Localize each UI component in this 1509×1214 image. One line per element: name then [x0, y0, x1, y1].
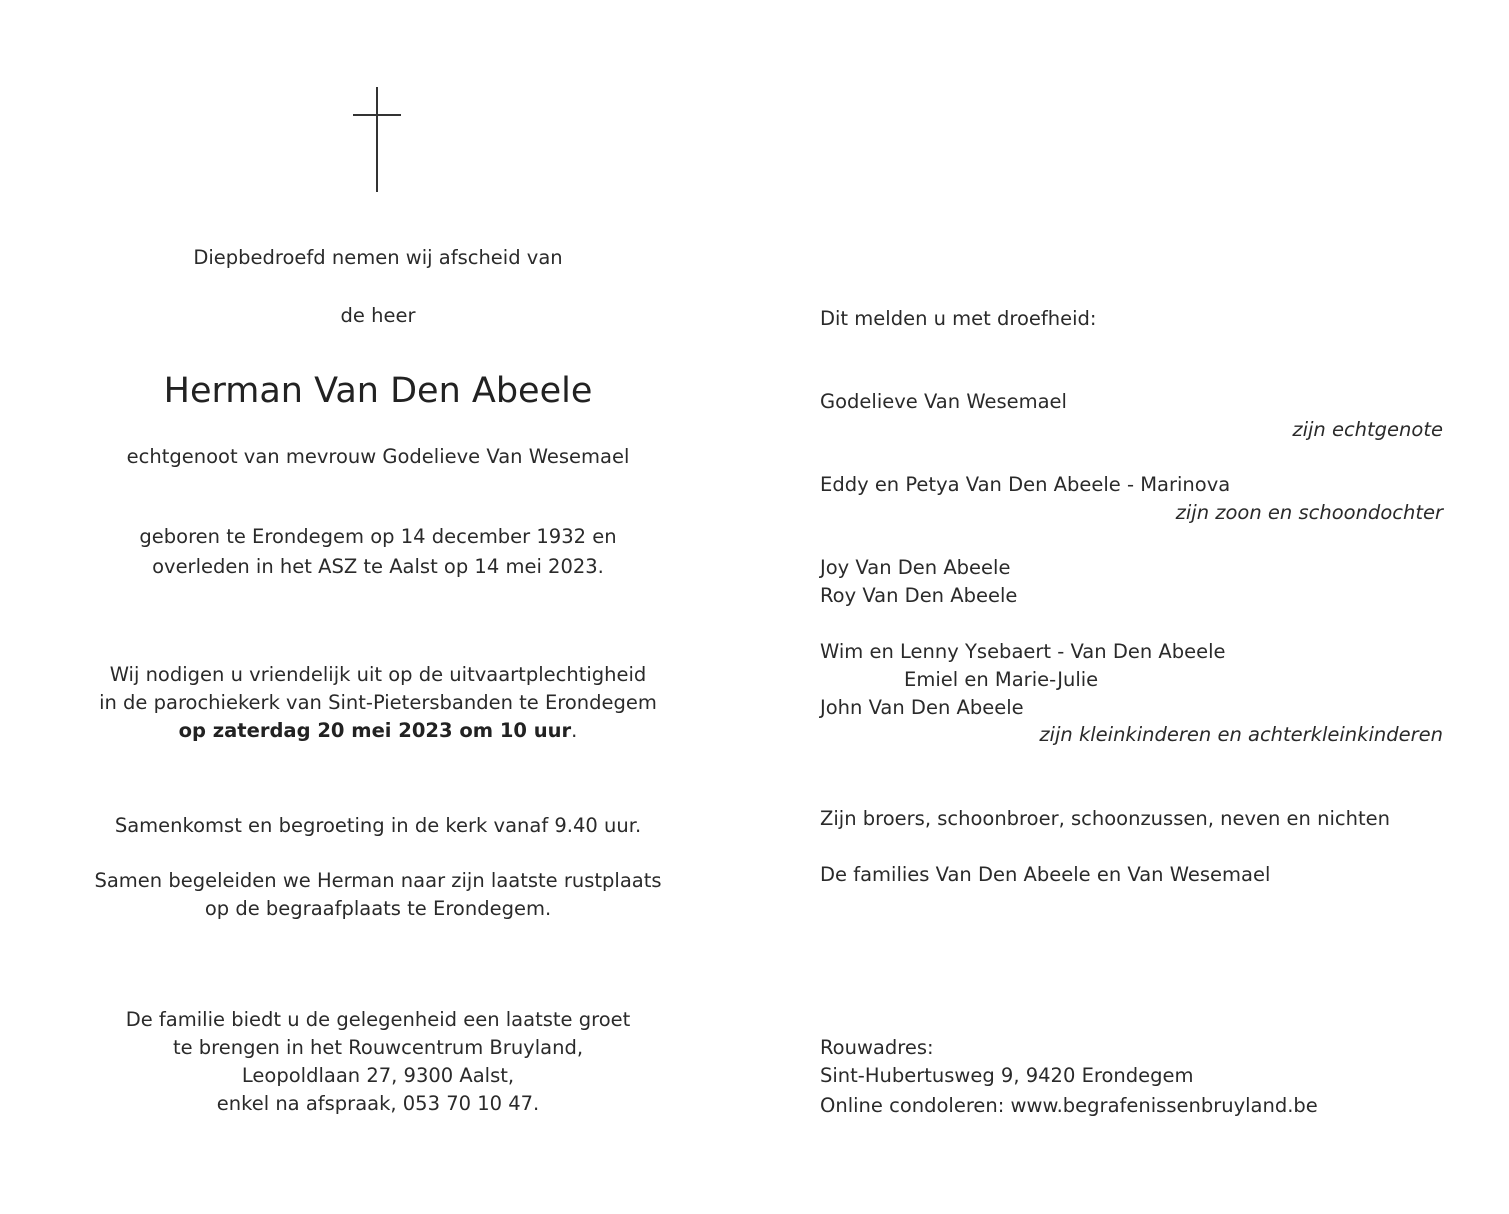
family-siblings: Zijn broers, schoonbroer, schoonzussen, neven en nichten: [820, 807, 1390, 830]
ceremony-date: op zaterdag 20 mei 2023 om 10 uur: [178, 719, 572, 742]
invite-date-line: [78, 717, 678, 745]
family-grandchild-3: Wim en Lenny Ysebaert - Van Den Abeele: [820, 640, 1226, 663]
address-line: Sint-Hubertusweg 9, 9420 Erondegem: [820, 1064, 1194, 1087]
deceased-name: Herman Van Den Abeele: [163, 371, 593, 411]
relation-son: zijn zoon en schoondochter: [1175, 501, 1443, 524]
family-grandchild-2: Roy Van Den Abeele: [820, 584, 1018, 607]
online-condolence: Online condoleren: www.begrafenissenbruyland.be: [820, 1094, 1318, 1117]
burial-line-2: op de begraafplaats te Erondegem.: [204, 897, 552, 920]
announce-line: Dit melden u met droefheid:: [820, 307, 1097, 330]
salutation: de heer: [340, 304, 416, 327]
birth-line: geboren te Erondegem op 14 december 1932 en: [139, 525, 617, 548]
family-families: De families Van Den Abeele en Van Wesemael: [820, 863, 1271, 886]
gathering-line: Samenkomst en begroeting in de kerk vanaf 9.40 uur.: [114, 814, 642, 837]
ceremony-date-period: .: [571, 719, 578, 742]
invite-line-2: in de parochiekerk van Sint-Pietersbanden te Erondegem: [99, 691, 657, 714]
cross-icon: [353, 87, 401, 192]
family-grandchild-1: Joy Van Den Abeele: [820, 556, 1011, 579]
death-line: overleden in het ASZ te Aalst op 14 mei 2023.: [152, 555, 604, 578]
address-label: Rouwadres:: [820, 1036, 934, 1059]
family-spouse: Godelieve Van Wesemael: [820, 390, 1067, 413]
family-great-grandchildren: Emiel en Marie-Julie: [904, 668, 1099, 691]
burial-line-1: Samen begeleiden we Herman naar zijn laatste rustplaats: [94, 869, 662, 892]
visit-line-3: Leopoldlaan 27, 9300 Aalst,: [241, 1064, 515, 1087]
relation-spouse: zijn echtgenote: [1292, 418, 1443, 441]
relation-grandchildren: zijn kleinkinderen en achterkleinkinderen: [1039, 723, 1443, 746]
visit-line-1: De familie biedt u de gelegenheid een laatste groet: [125, 1008, 631, 1031]
visit-line-4: enkel na afspraak, 053 70 10 47.: [216, 1092, 540, 1115]
visit-line-2: te brengen in het Rouwcentrum Bruyland,: [172, 1036, 584, 1059]
spouse-line: echtgenoot van mevrouw Godelieve Van Wesemael: [126, 445, 630, 468]
invite-line-1: Wij nodigen u vriendelijk uit op de uitvaartplechtigheid: [109, 663, 647, 686]
family-son: Eddy en Petya Van Den Abeele - Marinova: [820, 473, 1231, 496]
intro-text: Diepbedroefd nemen wij afscheid van: [193, 246, 563, 269]
family-grandchild-4: John Van Den Abeele: [820, 696, 1024, 719]
